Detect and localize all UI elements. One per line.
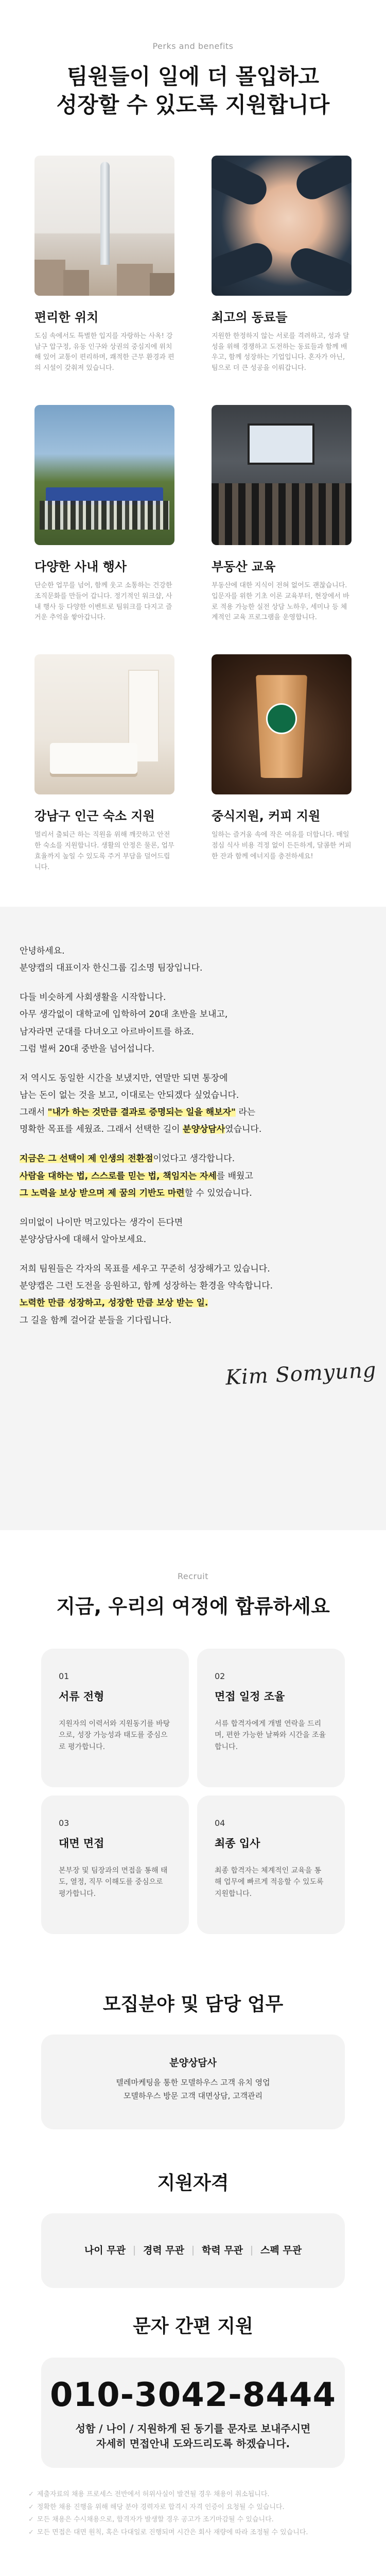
letter-line: 의미없이 나이만 먹고있다는 생각이 든다면 <box>20 1217 183 1228</box>
perk-card-housing <box>34 654 174 873</box>
requirement-experience: 경력 무관 <box>135 2246 194 2256</box>
notice-item <box>28 2488 358 2501</box>
letter-text: 였습니다. <box>225 1124 262 1135</box>
perk-desc: 도심 속에서도 특별한 입지를 자랑하는 사옥! 강남구 압구정, 유동 인구와 상권의 중심지에 위치해 있어 교통이 편리하며, 쾌적한 근무 환경과 편의 시설이 갖춰져 있습니다. <box>34 332 174 372</box>
job-desc-line: 모델하우스 방문 고객 대면상담, 고객관리 <box>123 2091 263 2100</box>
letter-highlight: "내가 하는 것만큼 결과로 증명되는 일을 해보자" <box>47 1107 236 1118</box>
perk-card-meals <box>212 654 352 873</box>
requirement-spec: 스펙 무관 <box>260 2245 302 2256</box>
letter-text: 명확한 목표를 세웠죠. 그래서 선택한 길이 <box>20 1124 183 1135</box>
letter-line: 저희 팀원들은 각자의 목표를 세우고 꾸준히 성장해가고 있습니다. <box>20 1264 270 1275</box>
step-desc: 최종 합격자는 체계적인 교육을 통해 업무에 빠르게 적응할 수 있도록 지원합니다. <box>215 1867 324 1898</box>
dorm-room-photo <box>34 654 174 794</box>
letter-highlight: 그 노력을 보상 받으며 제 꿈의 기반도 마련 <box>20 1188 185 1198</box>
apply-card <box>41 2358 345 2468</box>
notice-text: 모든 채용은 수시채용으로, 합격자가 발생할 경우 공고가 조기마감될 수 있습니다. <box>37 2516 274 2524</box>
ceo-letter-section <box>0 907 386 1530</box>
perk-desc: 멀리서 출퇴근 하는 직원을 위해 깨끗하고 안전한 숙소를 지원합니다. 생활의 안정은 물론, 업무 효율까지 높일 수 있도록 주거 부담을 덜어드립니다. <box>34 831 174 871</box>
letter-paragraph <box>20 943 386 977</box>
perk-title: 다양한 사내 행사 <box>34 560 127 574</box>
perk-title: 부동산 교육 <box>212 560 276 574</box>
city-skyline-image <box>34 156 174 296</box>
perk-title: 중식지원, 커피 지원 <box>212 809 321 824</box>
perks-title <box>0 62 386 120</box>
step-title: 최종 입사 <box>215 1837 260 1850</box>
apply-instruction-line: 성함 / 나이 / 지원하게 된 동기를 문자로 보내주시면 <box>75 2422 311 2435</box>
letter-highlight: 사람을 대하는 법, 스스로를 믿는 법, 책임지는 자세 <box>20 1171 217 1181</box>
phone-number[interactable]: 010-3042-8444 <box>50 2376 336 2414</box>
letter-paragraph <box>20 1261 386 1329</box>
notice-item <box>28 2501 358 2514</box>
step-desc: 지원자의 이력서와 지원동기를 바탕으로, 성장 가능성과 태도를 중심으로 평가합니다. <box>59 1720 170 1751</box>
process-step <box>197 1649 345 1787</box>
notice-text: 제출자료의 채용 프로세스 전반에서 허위사실이 발견될 경우 채용이 취소됩니다. <box>37 2490 270 2498</box>
letter-text: 라는 <box>235 1107 256 1118</box>
apply-instructions <box>41 2421 345 2451</box>
letter-text: 를 배웠고 <box>216 1171 253 1181</box>
perks-eyebrow: Perks and benefits <box>152 41 234 51</box>
perk-card-colleagues <box>212 156 352 374</box>
requirements-card <box>41 2213 345 2288</box>
perks-section <box>0 0 386 907</box>
seminar-photo <box>212 405 352 545</box>
notice-item <box>28 2514 358 2527</box>
perk-desc: 일하는 즐거움 속에 작은 여유를 더합니다. 매일 점심 식사 비용 걱정 없이 든든하게, 달콤한 커피 한 잔과 함께 에너지를 충전하세요! <box>212 831 352 860</box>
letter-line: 다들 비슷하게 사회생활을 시작합니다. <box>20 992 166 1003</box>
perk-card-location <box>34 156 174 374</box>
job-desc <box>41 2076 345 2103</box>
step-number: 03 <box>59 1818 69 1828</box>
perk-desc: 단순한 업무를 넘어, 함께 웃고 소통하는 건강한 조직문화를 만들어 갑니다. 정기적인 워크샵, 사내 행사 등 다양한 이벤트로 팀워크를 다지고 즐거운 추억을 쌓아갑니다. <box>34 582 172 622</box>
perk-title: 최고의 동료들 <box>212 310 288 325</box>
letter-text: 할 수 있었습니다. <box>184 1188 252 1198</box>
letter-paragraph <box>20 989 386 1058</box>
perk-desc: 부동산에 대한 지식이 전혀 없어도 괜찮습니다. 입문자를 위한 기초 이론 교육부터, 현장에서 바로 적용 가능한 실전 상담 노하우, 세미나 등 체계적인 교육 프로그램을 운영합니다. <box>212 582 349 622</box>
job-title: 분양상담사 <box>169 2057 217 2069</box>
requirement-age: 나이 무관 <box>76 2246 135 2256</box>
requirements-title: 지원자격 <box>157 2173 229 2194</box>
letter-paragraph <box>20 1150 386 1201</box>
letter-line: 그럼 벌써 20대 중반을 넘어섭니다. <box>20 1043 155 1054</box>
check-icon: ✓ <box>28 2529 34 2537</box>
job-desc-line: 텔레마케팅을 통한 모델하우스 고객 유치 영업 <box>116 2078 270 2087</box>
process-step <box>41 1649 189 1787</box>
letter-highlight: 노력한 만큼 성장하고, 성장한 만큼 보상 받는 일. <box>20 1298 208 1309</box>
step-desc: 서류 합격자에게 개별 연락을 드리며, 편한 가능한 날짜와 시간을 조율합니다. <box>215 1720 326 1751</box>
ceo-signature: Kim Somyung <box>224 1358 377 1390</box>
step-number: 04 <box>215 1818 225 1828</box>
perk-card-events <box>34 405 174 623</box>
perks-grid <box>34 156 352 873</box>
recruit-title: 지금, 우리의 여정에 합류하세요 <box>56 1595 330 1618</box>
perk-desc: 지원한 한정하지 않는 서로를 격려하고, 성과 달성을 위해 경쟁하고 도전하는 동료들과 함께 배우고, 함께 성장하는 기업입니다. 혼자가 아닌, 팀으로 더 큰 성공을 이뤄갑니다. <box>212 332 349 372</box>
check-icon: ✓ <box>28 2516 34 2524</box>
letter-text: 이었다고 생각합니다. <box>153 1154 235 1164</box>
letter-paragraph <box>20 1070 386 1139</box>
step-desc: 본부장 및 팀장과의 면접을 통해 태도, 열정, 직무 이해도를 중심으로 평가합니다. <box>59 1867 168 1898</box>
notice-list <box>28 2488 358 2539</box>
letter-line: 분양캡은 그런 도전을 응원하고, 함께 성장하는 환경을 약속합니다. <box>20 1281 273 1292</box>
letter-highlight: 분양상담사 <box>183 1124 225 1135</box>
team-hands-image <box>212 156 352 296</box>
step-title: 대면 면접 <box>59 1837 104 1850</box>
notice-item <box>28 2527 358 2539</box>
perk-title: 강남구 인근 숙소 지원 <box>34 809 155 824</box>
recruit-section <box>0 1530 386 2539</box>
process-steps <box>41 1649 345 1934</box>
letter-line: 남는 돈이 없는 것을 보고, 이대로는 안되겠다 싶었습니다. <box>20 1090 239 1100</box>
process-step <box>197 1795 345 1934</box>
letter-line: 분양캡의 대표이자 한신그룹 김소명 팀장입니다. <box>20 963 203 974</box>
letter-line: 안녕하세요. <box>20 946 65 956</box>
step-number: 01 <box>59 1671 69 1681</box>
recruit-eyebrow: Recruit <box>178 1571 208 1581</box>
coffee-cup-photo <box>212 654 352 794</box>
requirement-education: 학력 무관 <box>194 2246 252 2256</box>
letter-line: 남자라면 군대를 다녀오고 아르바이트를 하죠. <box>20 1026 195 1037</box>
step-number: 02 <box>215 1671 225 1681</box>
perk-title: 편리한 위치 <box>34 310 99 325</box>
apply-instruction-line: 자세히 면접안내 도와드리도록 하겠습니다. <box>96 2437 290 2450</box>
notice-text: 모든 면접은 대면 원칙, 혹은 다대일로 진행되며 시간은 회사 재량에 따라 조정될 수 있습니다. <box>37 2529 308 2537</box>
notice-text: 정확한 채용 진행을 위해 해당 분야 경력자로 합격시 자격 인증이 요청될 수 있습니다. <box>37 2503 285 2511</box>
perks-title-line-2: 성장할 수 있도록 지원합니다 <box>56 92 330 118</box>
check-icon: ✓ <box>28 2490 34 2498</box>
process-step <box>41 1795 189 1934</box>
letter-line: 분양상담사에 대해서 알아보세요. <box>20 1234 147 1245</box>
perks-title-line-1: 팀원들이 일에 더 몰입하고 <box>66 64 320 89</box>
letter-text: 그래서 <box>20 1107 48 1118</box>
job-card <box>41 2035 345 2129</box>
perk-card-education <box>212 405 352 623</box>
apply-title: 문자 간편 지원 <box>133 2316 253 2337</box>
job-section-title: 모집분야 및 담당 업무 <box>102 1994 284 2015</box>
step-title: 면접 일정 조율 <box>215 1690 285 1703</box>
letter-paragraph <box>20 1214 386 1248</box>
letter-highlight: 지금은 그 선택이 제 인생의 전환점 <box>20 1154 153 1164</box>
check-icon: ✓ <box>28 2503 34 2511</box>
letter-line: 그 길을 함께 걸어갈 분들을 기다립니다. <box>20 1315 172 1326</box>
letter-line: 저 역시도 동일한 시간을 보냈지만, 연말만 되면 통장에 <box>20 1073 228 1083</box>
step-title: 서류 전형 <box>59 1690 104 1703</box>
letter-line: 아무 생각없이 대학교에 입학하여 20대 초반을 보내고, <box>20 1009 228 1020</box>
group-event-photo <box>34 405 174 545</box>
